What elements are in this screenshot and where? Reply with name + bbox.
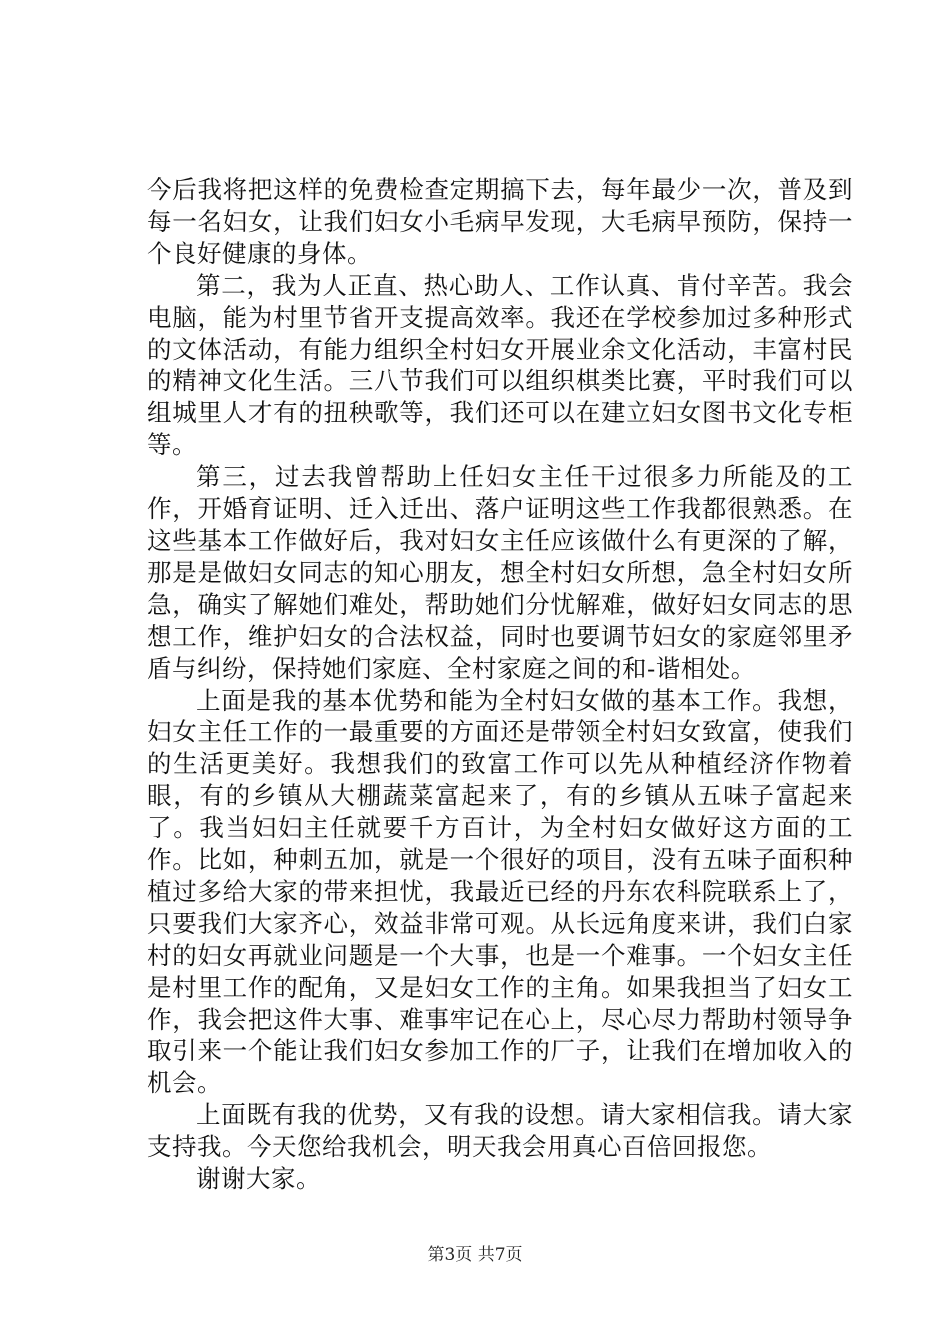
- paragraph-thanks: 谢谢大家。: [196, 1164, 321, 1194]
- page-number-footer: 第3页 共7页: [427, 1245, 523, 1265]
- paragraph-closing: 上面既有我的优势，又有我的设想。请大家相信我。请大家支持我。今天您给我机会，明天我会用真心百倍回报您。: [147, 1100, 853, 1162]
- paragraph-continuation: 今后我将把这样的免费检查定期搞下去，每年最少一次，普及到每一名妇女，让我们妇女小毛病早发现，大毛病早预防，保持一个良好健康的身体。: [147, 175, 853, 268]
- document-body: [147, 174, 853, 1195]
- paragraph-second-point: 第二，我为人正直、热心助人、工作认真、肯付辛苦。我会电脑，能为村里节省开支提高效率。我还在学校参加过多种形式的文体活动，有能力组织全村妇女开展业余文化活动，丰富村民的精神文化生活。三八节我们可以组织棋类比赛，平时我们可以组城里人才有的扭秧歌等，我们还可以在建立妇女图书文化专柜等。: [147, 270, 853, 460]
- paragraph-third-point: 第三，过去我曾帮助上任妇女主任干过很多力所能及的工作，开婚育证明、迁入迁出、落户证明这些工作我都很熟悉。在这些基本工作做好后，我对妇女主任应该做什么有更深的了解，那是是做妇女同志的知心朋友，想全村妇女所想，急全村妇女所急，确实了解她们难处，帮助她们分忧解难，做好妇女同志的思想工作，维护妇女的合法权益，同时也要调节妇女的家庭邻里矛盾与纠纷，保持她们家庭、全村家庭之间的和-谐相处。: [147, 462, 853, 683]
- paragraph-plans: 上面是我的基本优势和能为全村妇女做的基本工作。我想，妇女主任工作的一最重要的方面还是带领全村妇女致富，使我们的生活更美好。我想我们的致富工作可以先从种植经济作物着眼，有的乡镇从大棚蔬菜富起来了，有的乡镇从五味子富起来了。我当妇妇主任就要千方百计，为全村妇女做好这方面的工作。比如，种刺五加，就是一个很好的项目，没有五味子面积种植过多给大家的带来担忧，我最近已经的丹东农科院联系上了，只要我们大家齐心，效益非常可观。从长远角度来讲，我们白家村的妇女再就业问题是一个大事，也是一个难事。一个妇女主任是村里工作的配角，又是妇女工作的主角。如果我担当了妇女工作，我会把这件大事、难事牢记在心上，尽心尽力帮助村领导争取引来一个能让我们妇女参加工作的厂子，让我们在增加收入的机会。: [147, 685, 853, 1098]
